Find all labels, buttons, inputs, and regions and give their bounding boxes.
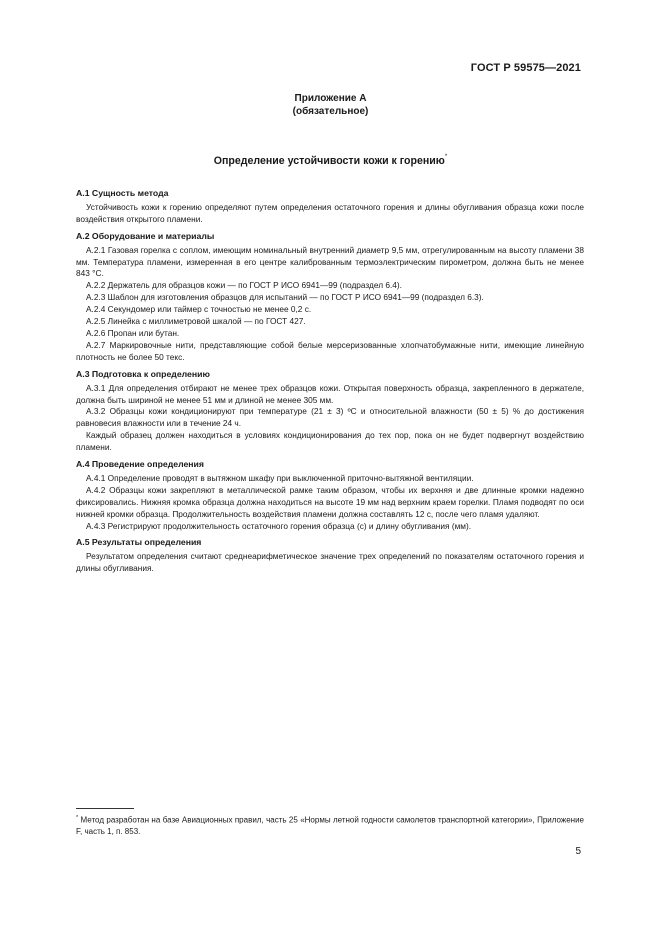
footnote <box>76 813 584 838</box>
paragraph: А.3.2 Образцы кожи кондиционируют при температуре (21 ± 3) ºС и относительной влажности (50 ± 5) % до достижения равновесия влажности или в течение 24 ч. <box>76 406 584 429</box>
footnote-text: Метод разработан на базе Авиационных правил, часть 25 «Нормы летной годности самолетов транспортной категории», Приложение F, часть 1, п. 853. <box>76 815 584 837</box>
paragraph: А.2.6 Пропан или бутан. <box>86 327 180 338</box>
section-heading: А.2 Оборудование и материалы <box>76 230 215 241</box>
footnote-marker: * <box>76 815 79 821</box>
section-heading: А.3 Подготовка к определению <box>76 368 210 379</box>
document-code: ГОСТ Р 59575—2021 <box>470 62 581 74</box>
paragraph: А.2.3 Шаблон для изготовления образцов для испытаний — по ГОСТ Р ИСО 6941—99 (подраздел 6.3). <box>86 292 484 303</box>
section-a1 <box>76 188 584 226</box>
paragraph: А.2.4 Секундомер или таймер с точностью не менее 0,2 с. <box>86 304 312 315</box>
footnote-ref: * <box>444 154 448 161</box>
page-title-text: Определение устойчивости кожи к горению <box>213 155 445 167</box>
document-body <box>76 188 584 575</box>
paragraph: А.3.1 Для определения отбирают не менее трех образцов кожи. Открытая поверхность образца, закрепленного в держателе, должна быть шириной не менее 51 мм и длиной не менее 305 мм. <box>76 382 584 405</box>
paragraph: А.2.7 Маркировочные нити, представляющие собой белые мерсеризованные хлопчатобумажные нити, имеющие линейную плотность не более 50 текс. <box>76 339 584 362</box>
paragraph: А.4.1 Определение проводят в вытяжном шкафу при выключенной приточно-вытяжной вентиляции. <box>86 472 474 483</box>
paragraph: А.4.3 Регистрируют продолжительность остаточного горения образца (с) и длину обугливания (мм). <box>86 520 472 531</box>
section-heading: А.4 Проведение определения <box>76 459 204 470</box>
page-title <box>0 155 661 167</box>
paragraph: Каждый образец должен находиться в условиях кондиционирования до тех пор, пока он не будет подвергнут воздействию пламени. <box>76 430 584 453</box>
section-heading: А.1 Сущность метода <box>76 188 169 198</box>
paragraph: Устойчивость кожи к горению определяют путем определения остаточного горения и длины обугливания образца кожи после воздействия открытого пламени. <box>76 201 584 224</box>
appendix-title: Приложение А <box>294 93 367 104</box>
section-heading: А.5 Результаты определения <box>76 537 202 548</box>
paragraph: А.2.2 Держатель для образцов кожи — по ГОСТ Р ИСО 6941—99 (подраздел 6.4). <box>86 280 402 291</box>
footnote-divider <box>76 808 134 809</box>
paragraph: Результатом определения считают среднеарифметическое значение трех определений по показателям остаточного горения и длины обугливания. <box>76 551 584 574</box>
appendix-status: (обязательное) <box>292 106 369 117</box>
section-a4 <box>76 459 584 532</box>
paragraph: А.2.1 Газовая горелка с соплом, имеющим номинальный внутренний диаметр 9,5 мм, отрегулированным на высоту пламени 38 мм. Температура пламени, измеренная в его центре калиброванным термоэлектрическим пирометром, должна быть не менее 843 °С. <box>76 244 584 279</box>
paragraph: А.4.2 Образцы кожи закрепляют в металлической рамке таким образом, чтобы их верхняя и две длинные кромки надежно фиксировались. Нижняя кромка образца должна находиться на высоте 19 мм над верхним краем горелки. Пламя подводят по оси нижней кромки образца. Продолжительность воздействия пламени должна составлять 12 с, после чего пламя удаляют. <box>76 484 584 519</box>
paragraph: А.2.5 Линейка с миллиметровой шкалой — по ГОСТ 427. <box>86 316 306 327</box>
section-a5 <box>76 537 584 575</box>
appendix-heading <box>0 92 661 118</box>
page-number: 5 <box>575 846 581 857</box>
section-a2 <box>76 231 584 364</box>
section-a3 <box>76 369 584 454</box>
